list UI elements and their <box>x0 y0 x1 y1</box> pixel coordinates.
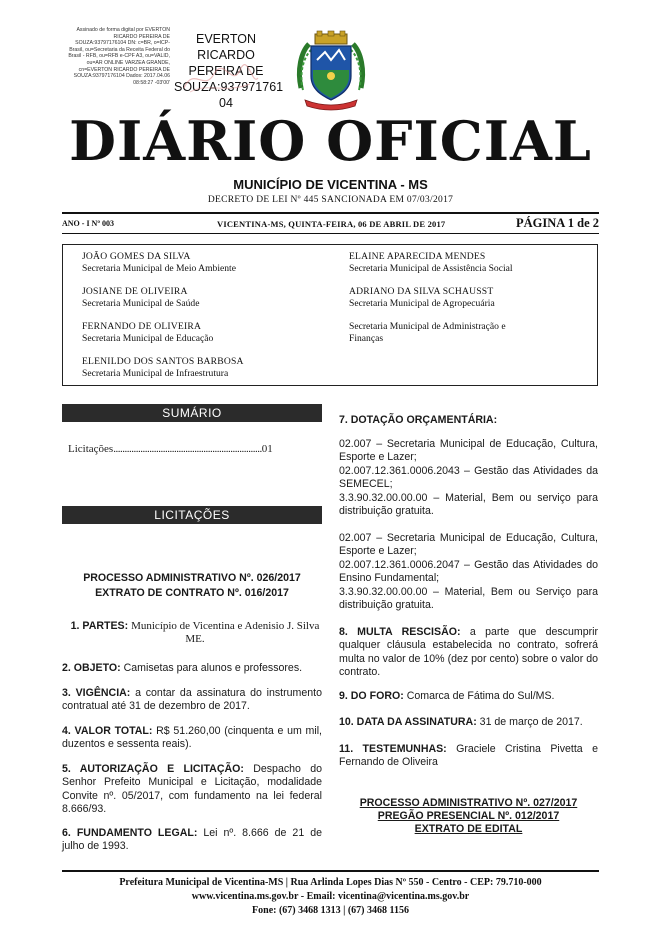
official-entry: Secretaria Municipal de Administração e Finanças <box>349 321 506 344</box>
header-rule-top <box>62 212 599 214</box>
official-entry: FERNANDO DE OLIVEIRA Secretaria Municipal de Educação <box>82 321 214 344</box>
issue-info-row <box>62 217 599 233</box>
clause-testemunhas: 11. TESTEMUNHAS: Graciele Cristina Pivetta e Fernando de Oliveira <box>339 743 599 769</box>
clause-objeto: 2. OBJETO: Camisetas para alunos e professores. <box>62 662 303 674</box>
dotacao-block-2: 02.007 – Secretaria Municipal de Educação, Cultura, Esporte e Lazer; 02.007.12.361.0006.2047 – Gestão das Atividades do Ensino Fundamental; 3.3.90.32.00.00.00 – Material, Bem ou Serviço para distribuição gratuita. <box>339 532 598 612</box>
masthead-title: DIÁRIO OFICIAL <box>69 109 592 173</box>
footer-rule <box>62 870 599 872</box>
clause-fundamento: 6. FUNDAMENTO LEGAL: Lei nº. 8.666 de 21 de julho de 1993. <box>62 827 322 853</box>
pregao-title: PREGÃO PRESENCIAL Nº. 012/2017 <box>377 810 560 822</box>
processo-title: PROCESSO ADMINISTRATIVO Nº. 026/2017 <box>83 572 301 584</box>
dotacao-title: 7. DOTAÇÃO ORÇAMENTÁRIA: <box>339 414 498 426</box>
clause-partes: 1. PARTES: Município de Vicentina e Adenisio J. Silva ME. <box>70 620 320 646</box>
dotacao-block-1: 02.007 – Secretaria Municipal de Educação, Cultura, Esporte e Lazer; 02.007.12.361.0006.2043 – Gestão das Atividades da SEMECEL; 3.3.90.32.00.00.00 – Material, Bem ou serviço para distribuição gratuita. <box>339 438 598 518</box>
signature-scribble <box>180 58 260 98</box>
sumario-entry[interactable]: Licitações..................................................................01 <box>68 443 273 455</box>
issue-date: VICENTINA-MS, QUINTA-FEIRA, 06 DE ABRIL DE 2017 <box>217 219 446 229</box>
official-entry: ADRIANO DA SILVA SCHAUSST Secretaria Municipal de Agropecuária <box>349 286 495 309</box>
footer: Prefeitura Municipal de Vicentina-MS | Rua Arlinda Lopes Dias Nº 550 - Centro - CEP: 79.710-000 www.vicentina.ms.gov.br - Email: vicentina@vicentina.ms.gov.br Fone: (67) 3468 1313 | (67) 3468 1156 <box>119 877 542 916</box>
clause-valor: 4. VALOR TOTAL: R$ 51.260,00 (cinquenta e um mil, duzentos e sessenta reais). <box>62 725 322 751</box>
official-entry: JOÃO GOMES DA SILVA Secretaria Municipal de Meio Ambiente <box>82 251 236 274</box>
header-rule-bottom <box>62 233 599 234</box>
extrato2-title: EXTRATO DE EDITAL <box>414 823 523 835</box>
clause-data-assinatura: 10. DATA DA ASSINATURA: 31 de março de 2017. <box>339 716 583 728</box>
digital-signature-name: EVERTON RICARDO PEREIRA DE SOUZA:937971761 04 <box>174 32 284 110</box>
municipal-crest-icon <box>295 30 367 112</box>
decree-line: DECRETO DE LEI Nº 445 SANCIONADA EM 07/03/2017 <box>207 195 454 205</box>
official-entry: ELAINE APARECIDA MENDES Secretaria Municipal de Assistência Social <box>349 251 513 274</box>
sumario-header: SUMÁRIO <box>62 404 322 422</box>
digital-signature-details: Assinado de forma digital por EVERTON RICARDO PEREIRA DE SOUZA:93797176104 DN: c=BR, o=ICP-Brasil, ou=Secretaria da Receita Federal do Brasil - RFB, ou=RFB e-CPF A3, ou=VALID, ou=AR ONLINE VARZEA GRANDE, cn=EVERTON RICARDO PEREIRA DE SOUZA:93797176104 Dados: 2017.04.06 08:58:27 -03'00' <box>68 27 170 86</box>
officials-box <box>62 244 598 386</box>
licitacoes-header: LICITAÇÕES <box>62 506 322 524</box>
page-indicator: PÁGINA 1 de 2 <box>516 216 599 230</box>
official-entry: JOSIANE DE OLIVEIRA Secretaria Municipal de Saúde <box>82 286 200 309</box>
official-entry: ELENILDO DOS SANTOS BARBOSA Secretaria Municipal de Infraestrutura <box>82 356 244 379</box>
clause-multa: 8. MULTA RESCISÃO: a parte que descumprir qualquer cláusula estabelecida no contrato, sofrerá multa no valor de 10% (dez por cento) sobre o valor do contrato. <box>339 626 599 679</box>
clause-autorizacao: 5. AUTORIZAÇÃO E LICITAÇÃO: Despacho do Senhor Prefeito Municipal e Licitação, modalidade Convite nº. 05/2017, com fundamento na lei federal 8.666/93. <box>62 763 323 816</box>
municipality-name: MUNICÍPIO DE VICENTINA - MS <box>233 177 428 192</box>
extrato-title: EXTRATO DE CONTRATO Nº. 016/2017 <box>95 587 289 599</box>
issue-number: ANO - I Nº 003 <box>62 219 114 228</box>
processo2-title: PROCESSO ADMINISTRATIVO Nº. 027/2017 <box>359 797 578 809</box>
clause-foro: 9. DO FORO: Comarca de Fátima do Sul/MS. <box>339 690 555 702</box>
clause-vigencia: 3. VIGÊNCIA: a contar da assinatura do instrumento contratual até 31 de dezembro de 2017. <box>62 687 322 713</box>
